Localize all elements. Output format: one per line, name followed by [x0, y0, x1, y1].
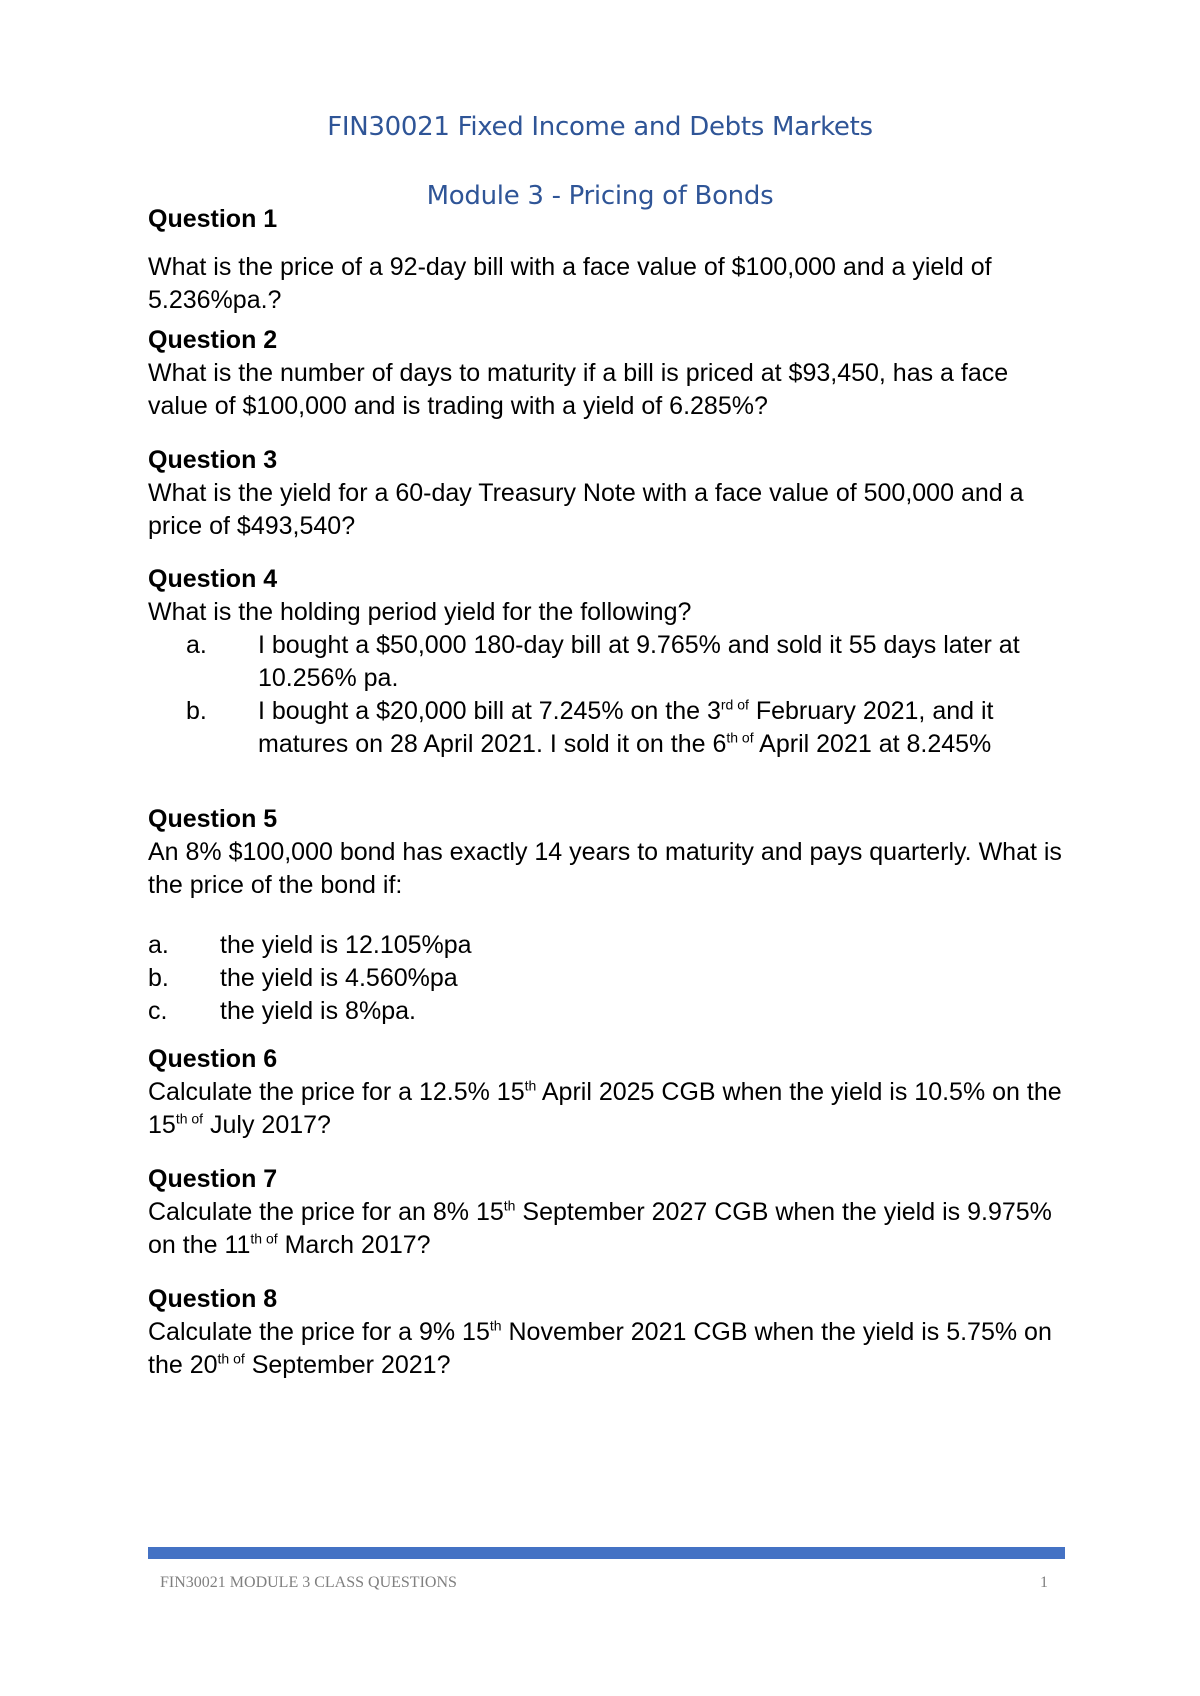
question-6 — [148, 1043, 1068, 1142]
question-3-heading: Question 3 — [148, 446, 278, 474]
item-text: I bought a $20,000 bill at 7.245% on the $3^{rd of}$ February 2021, and it matures on 28 April 2021. I sold it on the $6^{th of}$ April 2021 at 8.245% — [258, 696, 994, 758]
item-text: the yield is 8%pa. — [220, 997, 416, 1025]
item-label: b. — [186, 697, 207, 725]
ordinal-suffix: th of — [726, 729, 754, 746]
question-6-heading: Question 6 — [148, 1045, 278, 1073]
question-7 — [148, 1163, 1068, 1262]
question-7-heading: Question 7 — [148, 1165, 278, 1193]
ordinal-suffix: th of — [217, 1350, 245, 1367]
footer-divider-bar — [148, 1547, 1065, 1559]
item-label: b. — [148, 964, 169, 992]
question-5-item-b — [148, 962, 1068, 995]
item-label: a. — [186, 631, 207, 659]
question-1-text: What is the price of a 92-day bill with a face value of $100,000 and a yield of 5.236%pa.? — [148, 253, 992, 314]
question-4 — [148, 563, 1068, 761]
ordinal-suffix: th — [489, 1317, 502, 1334]
footer-page-number: 1 — [1040, 1574, 1048, 1591]
question-2-text: What is the number of days to maturity if a bill is priced at $93,450, has a face value of $100,000 and is trading with a yield of 6.285%? — [148, 359, 1009, 420]
question-6-text: Calculate the price for a 12.5% 15th April 2025 CGB when the yield is 10.5% on the $15^{th of}$ July 2017? — [148, 1077, 1062, 1139]
item-text: I bought a $50,000 180-day bill at 9.765% and sold it 55 days later at 10.256% pa. — [258, 631, 1020, 692]
question-7-text: Calculate the price for an 8% 15th September 2027 CGB when the yield is 9.975% on the $11^{th of}$ March 2017? — [148, 1197, 1052, 1259]
question-3-text: What is the yield for a 60-day Treasury Note with a face value of 500,000 and a price of $493,540? — [148, 479, 1024, 540]
question-8-text: Calculate the price for a 9% 15th November 2021 CGB when the yield is 5.75% on the $20^{th of}$ September 2021? — [148, 1317, 1052, 1379]
ordinal-suffix: th — [503, 1197, 516, 1214]
question-5-item-c — [148, 995, 1068, 1028]
question-4-item-a — [148, 629, 1068, 695]
item-text: the yield is 4.560%pa — [220, 964, 458, 992]
question-5-heading: Question 5 — [148, 805, 278, 833]
ordinal-suffix: rd of — [720, 696, 749, 713]
item-label: a. — [148, 931, 169, 959]
ordinal-suffix: th of — [250, 1230, 278, 1247]
question-1-heading: Question 1 — [148, 205, 278, 233]
question-2 — [148, 324, 1068, 423]
question-5-text: An 8% $100,000 bond has exactly 14 years to maturity and pays quarterly. What is the price of the bond if: — [148, 838, 1062, 899]
question-8 — [148, 1283, 1068, 1382]
question-4-item-b — [148, 695, 1068, 761]
module-subtitle: Module 3 - Pricing of Bonds — [426, 181, 774, 211]
question-5 — [148, 803, 1068, 1028]
question-1 — [148, 203, 1068, 317]
footer-course-label: FIN30021 MODULE 3 CLASS QUESTIONS — [160, 1574, 457, 1591]
ordinal-suffix: th of — [175, 1110, 204, 1127]
question-5-item-a — [148, 929, 1068, 962]
question-2-heading: Question 2 — [148, 326, 278, 354]
question-8-heading: Question 8 — [148, 1285, 278, 1313]
question-3 — [148, 444, 1068, 543]
item-label: c. — [148, 997, 168, 1025]
question-4-text: What is the holding period yield for the following? — [148, 598, 692, 626]
item-text: the yield is 12.105%pa — [220, 931, 472, 959]
document-title: FIN30021 Fixed Income and Debts Markets — [327, 112, 873, 142]
question-4-heading: Question 4 — [148, 565, 278, 593]
ordinal-suffix: th — [524, 1077, 537, 1094]
